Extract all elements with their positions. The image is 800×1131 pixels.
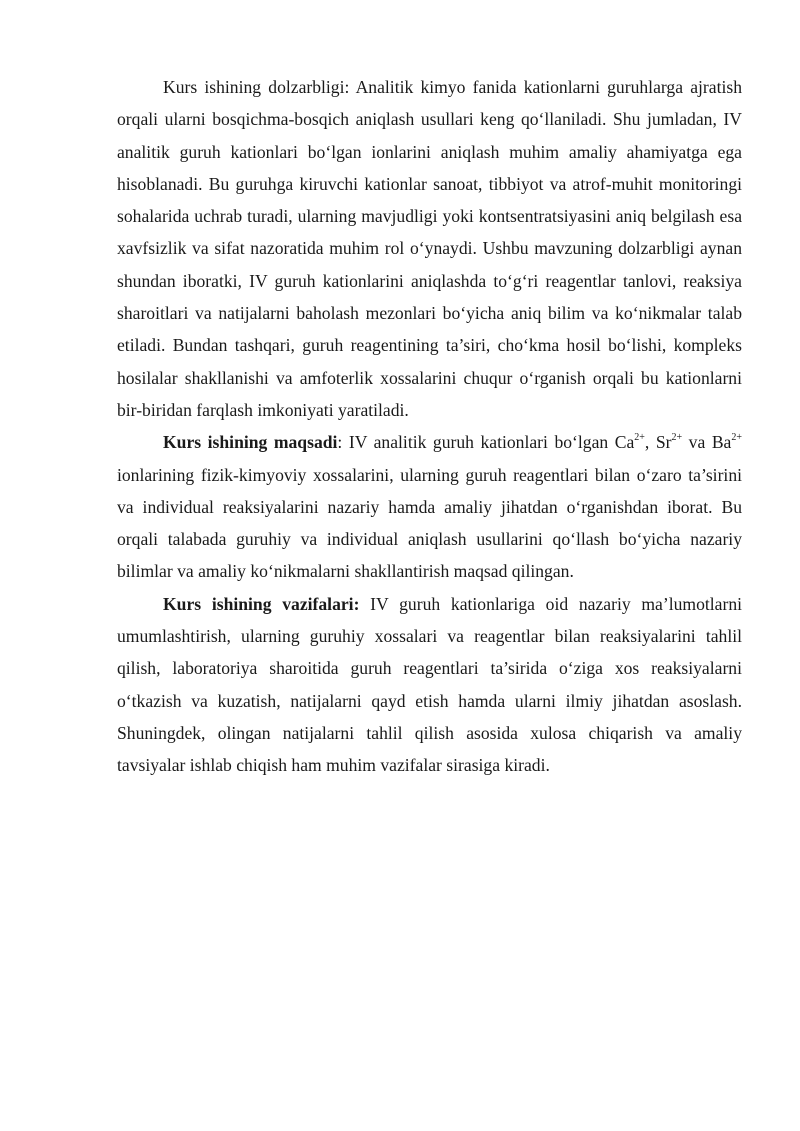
tasks-lead: Kurs ishining vazifalari: bbox=[163, 593, 360, 614]
barium-charge: 2+ bbox=[731, 432, 742, 444]
page-content bbox=[117, 71, 742, 782]
goal-text-1: : IV analitik guruh kationlari bo‘lgan Ca bbox=[337, 432, 635, 453]
relevance-lead: Kurs ishining dolzarbligi bbox=[163, 77, 345, 97]
goal-text-2: , Sr bbox=[644, 432, 672, 453]
tasks-text: IV guruh kationlariga oid nazariy ma’lumotlarni umumlashtirish, ularning guruhiy xossalari va reagentlar bilan reaksiyalarini tahlil qilish, laboratoriya sharoitida guruh reagentlari ta’sirida o‘ziga xos reaksiyalarni o‘tkazish va kuzatish, natijalarni qayd etish hamda ularni ilmiy jihatdan asoslash. Shuningdek, olingan natijalarni tahlil qilish asosida xulosa chiqarish va amaliy tavsiyalar ishlab chiqish ham muhim vazifalar sirasiga kiradi. bbox=[117, 593, 743, 776]
goal-text-3: va Ba bbox=[682, 432, 732, 453]
relevance-paragraph bbox=[117, 71, 742, 426]
tasks-paragraph bbox=[117, 588, 742, 782]
calcium-charge: 2+ bbox=[634, 432, 645, 444]
relevance-text: : Analitik kimyo fanida kationlarni guruhlarga ajratish orqali ularni bosqichma-bosqich aniqlash usullari keng qo‘llaniladi. Shu jumladan, IV analitik guruh kationlari bo‘lgan ionlarini aniqlash muhim amaliy ahamiyatga ega hisoblanadi. Bu guruhga kiruvchi kationlar sanoat, tibbiyot va atrof-muhit monitoringi sohalarida uchrab turadi, ularning mavjudligi yoki kontsentratsiyasini aniq belgilash esa xavfsizlik va sifat nazoratida muhim rol o‘ynaydi. Ushbu mavzuning dolzarbligi aynan shundan iboratki, IV guruh kationlarini aniqlashda to‘g‘ri reagentlar tanlovi, reaksiya sharoitlari va natijalarni baholash mezonlari bo‘yicha aniq bilim va ko‘nikmalar talab etiladi. Bundan tashqari, guruh reagentining ta’siri, cho‘kma hosil bo‘lishi, kompleks hosilalar shakllanishi va amfoterlik xossalarini chuqur o‘rganish orqali bu kationlarni bir-biridan farqlash imkoniyati yaratiladi. bbox=[117, 77, 742, 420]
goal-text-4: ionlarining fizik-kimyoviy xossalarini, ularning guruh reagentlari bilan o‘zaro ta’sirini va individual reaksiyalarini nazariy hamda amaliy jihatdan o‘rganishdan iborat. Bu orqali talabada guruhiy va individual aniqlash usullarini qo‘llash bo‘yicha nazariy bilimlar va amaliy ko‘nikmalarni shakllantirish maqsad qilingan. bbox=[117, 464, 742, 582]
goal-paragraph bbox=[117, 426, 742, 587]
goal-lead: Kurs ishining maqsadi bbox=[163, 432, 338, 453]
strontium-charge: 2+ bbox=[671, 432, 683, 444]
